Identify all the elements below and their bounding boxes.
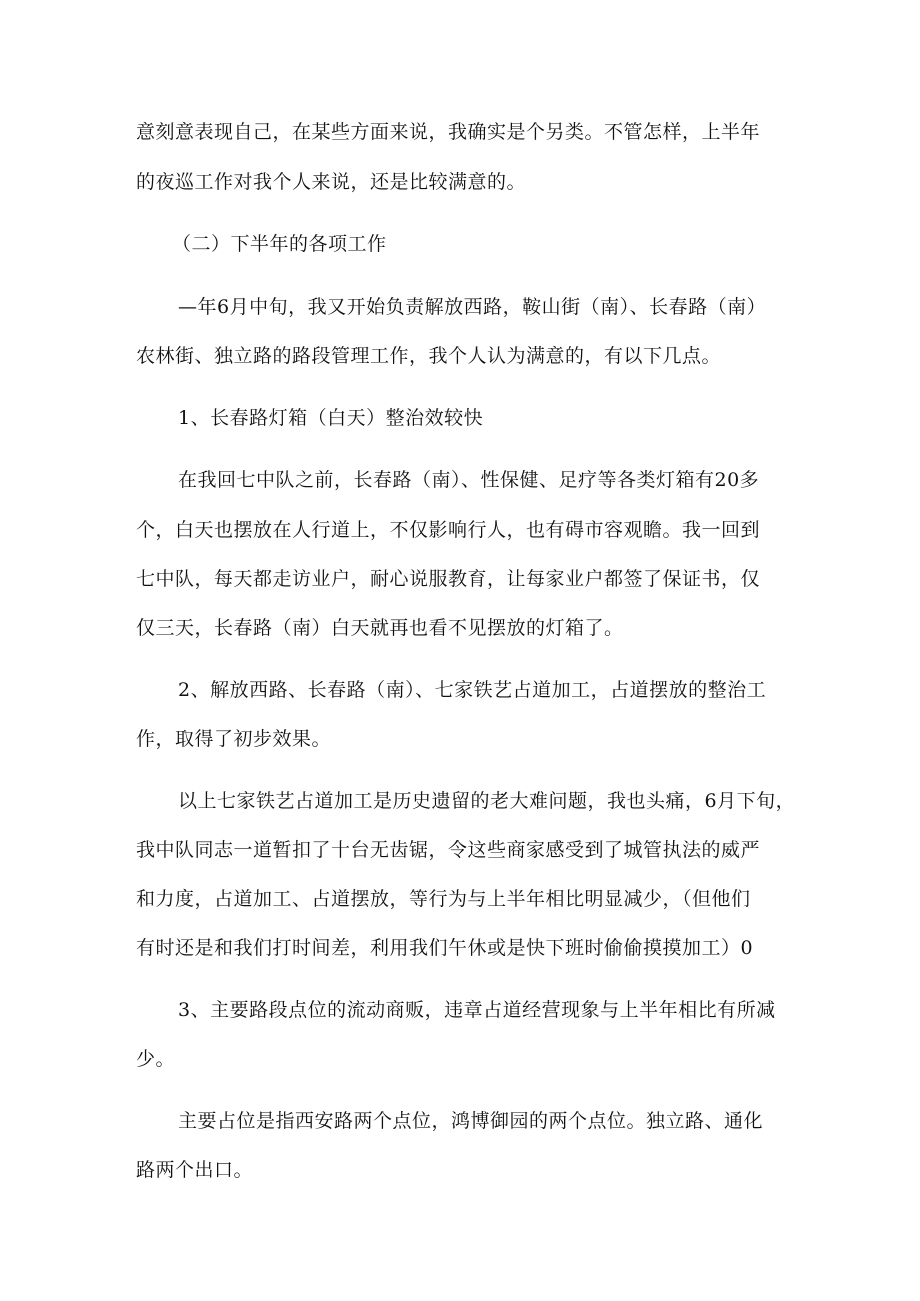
paragraph-6-line-0: 以上七家铁艺占道加工是历史遗留的老大难问题，我也头痛，6月下旬，: [178, 790, 796, 812]
item-1-heading: 1、长春路灯箱（白天）整治效较快: [178, 407, 484, 429]
paragraph-7-line-0: 3、主要路段点位的流动商贩，违章占道经营现象与上半年相比有所减: [178, 999, 776, 1021]
paragraph-2-line-1: 农林街、独立路的路段管理工作，我个人认为满意的，有以下几点。: [136, 345, 722, 367]
paragraph-8-line-0: 主要占位是指西安路两个点位，鸿博御园的两个点位。独立路、通化: [178, 1110, 764, 1132]
paragraph-4-line-0: 在我回七中队之前，长春路（南）、性保健、足疗等各类灯箱有20多: [178, 469, 760, 491]
paragraph-5-line-1: 作，取得了初步效果。: [136, 728, 332, 750]
paragraph-6-line-1: 我中队同志一道暂扣了十台无齿锯，令这些商家感受到了城管执法的威严: [136, 839, 761, 861]
paragraph-5-line-0: 2、解放西路、长春路（南）、七家铁艺占道加工，占道摆放的整治工: [178, 679, 767, 701]
paragraph-0-line-0: 意刻意表现自己，在某些方面来说，我确实是个另类。不管怎样，上半年: [136, 121, 761, 143]
paragraph-4-line-1: 个，白天也摆放在人行道上，不仅影响行人，也有碍市容观瞻。我一回到: [136, 519, 761, 541]
paragraph-6-line-3: 有时还是和我们打时间差，利用我们午休或是快下班时偷偷摸摸加工）0: [136, 937, 754, 959]
section-heading: （二）下半年的各项工作: [172, 233, 387, 255]
paragraph-4-line-2: 七中队，每天都走访业户，耐心说服教育，让每家业户都签了保证书，仅: [136, 568, 761, 590]
paragraph-2-line-0: —年6月中旬，我又开始负责解放西路，鞍山街（南）、长春路（南）: [178, 296, 767, 318]
paragraph-4-line-3: 仅三天，长春路（南）白天就再也看不见摆放的灯箱了。: [136, 617, 624, 639]
paragraph-8-line-1: 路两个出口。: [136, 1159, 254, 1181]
paragraph-6-line-2: 和力度，占道加工、占道摆放，等行为与上半年相比明显减少，（但他们: [136, 888, 751, 910]
paragraph-7-line-1: 少。: [136, 1048, 176, 1070]
paragraph-0-line-1: 的夜巡工作对我个人来说，还是比较满意的。: [136, 171, 527, 193]
